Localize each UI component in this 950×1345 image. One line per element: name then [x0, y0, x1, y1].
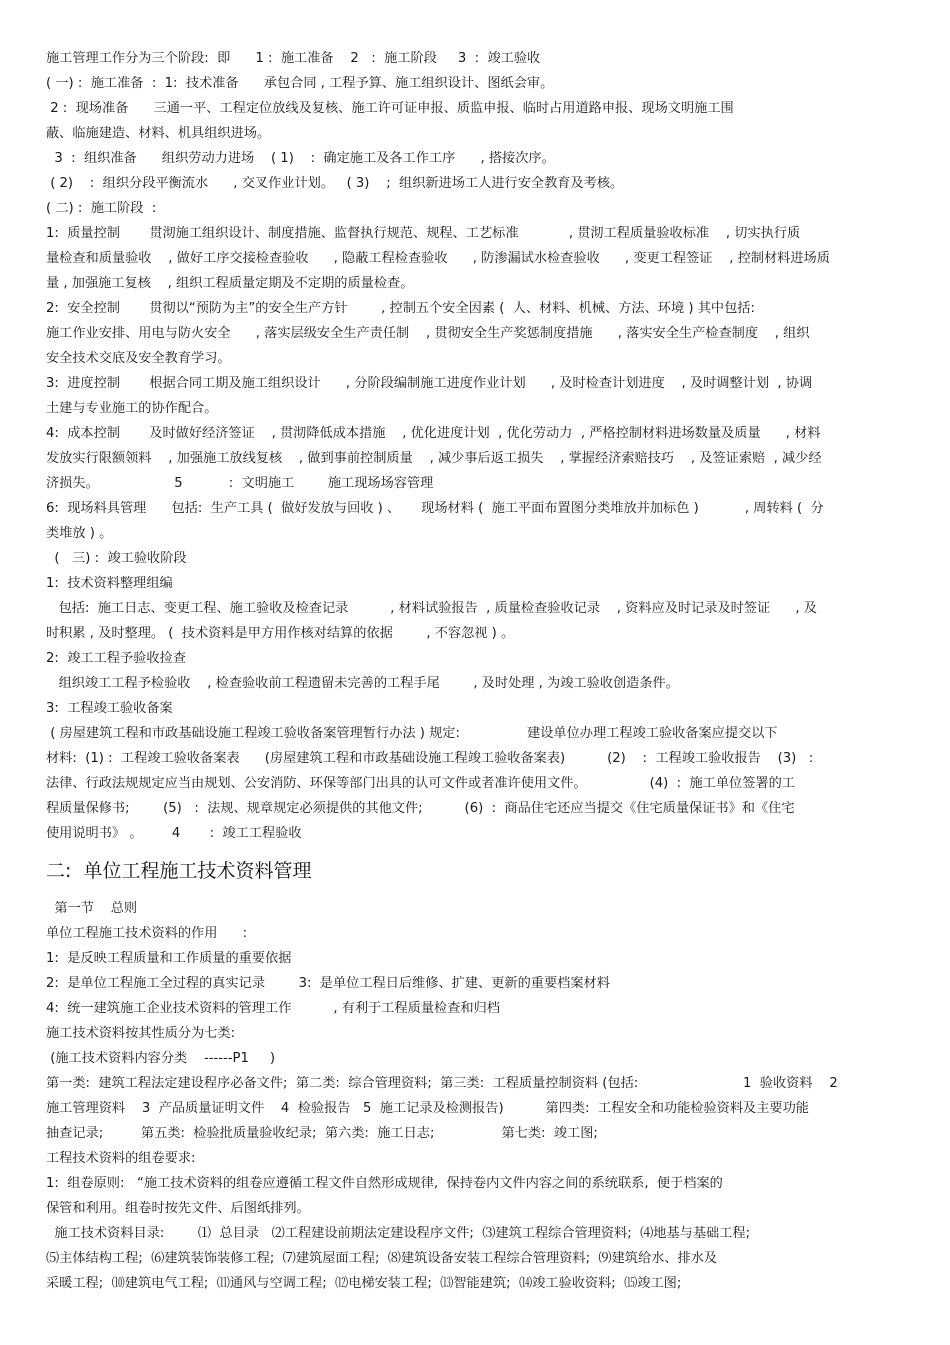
text-line: 1: 质量控制 贯沏施工组织设计、制度措施、监督执行规范、规程、工艺标准 , 贯沏工程质量验收标准 , 切实执行质	[46, 226, 801, 241]
text-line: 3: 进度控制 根据合同工期及施工组织设计 , 分阶段编制施工进度作业计划 , 及时检查计划进度 , 及时调整计划 , 协调	[46, 376, 813, 391]
text-line: 施工管理工作分为三个阶段: 即 1 : 施工准备 2 : 施工阶段 3 : 竣工验收	[46, 51, 541, 66]
text-line: 采暖工程; ⑽建筑电气工程; ⑾通风与空调工程; ⑿电梯安装工程; ⒀智能建筑; ⒁竣工验收资料; ⒂竣工图;	[46, 1276, 682, 1291]
text-line: ⑸主体结构工程; ⑹建筑装饰装修工程; ⑺建筑屋面工程; ⑻建筑设备安装工程综合管理资料; ⑼建筑给水、排水及	[46, 1251, 718, 1266]
text-line: ( 2) : 组织分段平衡流水 , 交叉作业计划。 ( 3) ; 组织新进场工人进行安全教育及考核。	[46, 176, 624, 191]
text-line: 2: 安全控制 贯彻以“预防为主”的安全生产方针 , 控制五个安全因素 ( 人、材料、机械、方法、环境 ) 其中包括:	[46, 301, 755, 316]
text-line: 第一节 总则	[46, 901, 138, 916]
text-line: 时积累 , 及时整理。 ( 技术资料是甲方用作核对结算的依据 , 不容忽视 ) 。	[46, 626, 515, 641]
text-line: 使用说明书》 。 4 : 竣工工程验收	[46, 826, 302, 841]
text-line: 工程技术资料的组卷要求:	[46, 1151, 196, 1166]
text-line: 1: 组卷原则: “施工技术资料的组卷应遵循工程文件自然形成规律, 保持卷内文件内容之间的系统联系, 便于档案的	[46, 1176, 723, 1191]
text-line: 抽查记录; 第五类: 检验批质量验收纪录; 第六类: 施工日志; 第七类: 竣工图;	[46, 1126, 598, 1141]
text-line: 2: 是单位工程施工全过程的真实记录 3: 是单位工程日后维修、扩建、更新的重要档案材料	[46, 976, 610, 991]
text-line: 施工管理资料 3 产品质量证明文件 4 检验报告 5 施工记录及检测报告) 第四类: 工程安全和功能检验资料及主要功能	[46, 1101, 809, 1116]
text-line: ( 房屋建筑工程和市政基础设施工程竣工验收备案管理暂行办法 ) 规定: 建设单位办理工程竣工验收备案应提交以下	[46, 726, 778, 741]
text-line: 4: 统一建筑施工企业技术资料的管理工作 , 有利于工程质量检查和归档	[46, 1001, 500, 1016]
text-line: 济损失。 5 : 文明施工 施工现场场容管理	[46, 476, 434, 491]
text-line: 1: 是反映工程质量和工作质量的重要依据	[46, 951, 292, 966]
text-line: 类堆放 ) 。	[46, 526, 113, 541]
text-line: 量检查和质量验收 , 做好工序交接检查验收 , 隐蔽工程检查验收 , 防渗漏试水检查验收 , 变更工程签证 , 控制材料进场质	[46, 251, 830, 266]
text-line: 土建与专业施工的协作配合。	[46, 401, 218, 416]
text-line: 3 : 组织准备 组织劳动力进场 ( 1) : 确定施工及各工作工序 , 搭接次序。	[46, 151, 555, 166]
text-line: 施工技术资料目录: ⑴ 总目录 ⑵工程建设前期法定建设程序文件; ⑶建筑工程综合管理资料; ⑷地基与基础工程;	[46, 1226, 751, 1241]
text-line: ( 一) : 施工准备 : 1: 技术准备 承包合同 , 工程予算、施工组织设计、图纸会审。	[46, 76, 554, 91]
text-line: 1: 技术资料整理组编	[46, 576, 173, 591]
text-line: 包括: 施工日志、变更工程、施工验收及检查记录 , 材料试验报告 , 质量检查验收记录 , 资料应及时记录及时签证 , 及	[46, 601, 817, 616]
text-line: 2: 竣工工程予验收捡查	[46, 651, 186, 666]
text-line: 施工技术资料按其性质分为七类:	[46, 1026, 236, 1041]
text-line: 6: 现场料具管理 包括: 生产工具 ( 做好发放与回收 ) 、 现场材料 ( 施工平面布置图分类堆放并加标色 ) , 周转料 ( 分	[46, 501, 824, 516]
text-line: 发放实行限额领料 , 加强施工放线复核 , 做到事前控制质量 , 减少事后返工损失 , 掌握经济索赔技巧 , 及签证索赔 , 减少经	[46, 451, 822, 466]
text-line: 法律、行政法规规定应当由规划、公安消防、环保等部门出具的认可文件或者准许使用文件。 (4) : 施工单位签署的工	[46, 776, 795, 791]
text-line: 3: 工程竣工验收备案	[46, 701, 173, 716]
text-line: 组织竣工工程予检验收 , 检查验收前工程遗留未完善的工程手尾 , 及时处理 , 为竣工验收创造条件。	[46, 676, 679, 691]
text-line: ( 二) : 施工阶段 :	[46, 201, 157, 216]
text-line: ( 三) : 竣工验收阶段	[46, 551, 187, 566]
text-line: 程质量保修书; (5) : 法规、规章规定必须提供的其他文件; (6) : 商品住宅还应当提交《住宅质量保证书》和《住宅	[46, 801, 795, 816]
text-line: 单位工程施工技术资料的作用 :	[46, 926, 248, 941]
text-line: 安全技术交底及安全教育学习。	[46, 351, 231, 366]
text-line: (施工技术资料内容分类 ------P1 )	[46, 1051, 275, 1066]
text-line: 保管和利用。组卷时按先文件、后图纸排列。	[46, 1201, 310, 1216]
text-line: 蔽、临施建造、材料、机具组织进场。	[46, 126, 271, 141]
text-line: 材料: (1) : 工程竣工验收备案表 (房屋建筑工程和市政基础设施工程竣工验收备案表) (2) : 工程竣工验收报告 (3) :	[46, 751, 814, 766]
text-line: 施工作业安排、用电与防火安全 , 落实层级安全生产责任制 , 贯彻安全生产奖惩制度措施 , 落实安全生产检查制度 , 组织	[46, 326, 810, 341]
text-line: 2 : 现场准备 三通一平、工程定位放线及复核、施工许可证申报、质监申报、临时占用道路申报、现场文明施工围	[46, 101, 734, 116]
text-line: 4: 成本控制 及时做好经济签证 , 贯沏降低成本措施 , 优化进度计划 , 优化劳动力 , 严格控制材料进场数量及质量 , 材料	[46, 426, 821, 441]
text-line: 第一类: 建筑工程法定建设程序必备文件; 第二类: 综合管理资料; 第三类: 工程质量控制资料 (包括: 1 验收资料 2	[46, 1076, 838, 1091]
section-heading: 二: 单位工程施工技术资料管理	[46, 860, 312, 882]
text-line: 量 , 加强施工复核 , 组织工程质量定期及不定期的质量检查。	[46, 276, 414, 291]
